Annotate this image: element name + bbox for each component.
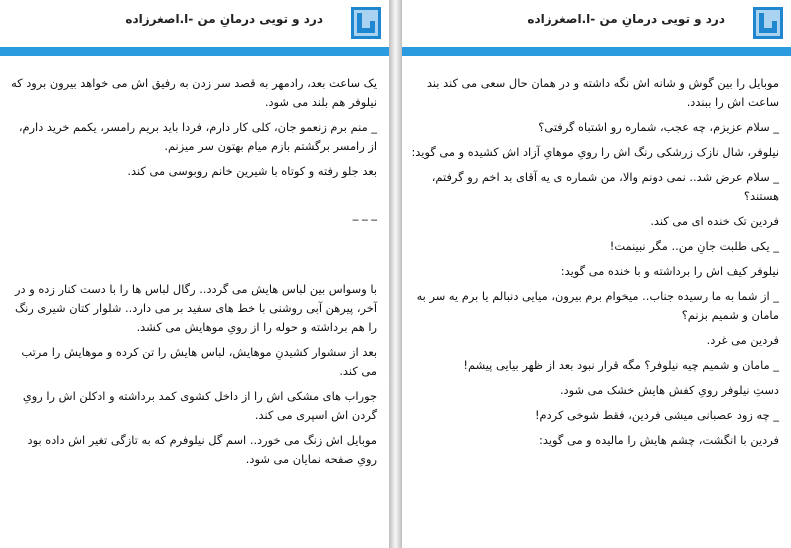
paragraph: _ مامان و شمیم چیه نیلوفر؟ مگه قرار نبود بعد از ظهر بیایی پیشم! bbox=[463, 358, 779, 372]
document-page-right bbox=[402, 0, 791, 548]
paragraph: بعد از سشوار کشیدنِ موهایش، لباس هایش را تن کرده و موهایش را مرتب می کند. bbox=[21, 345, 377, 378]
paragraph: نیلوفر کیف اش را برداشته و با خنده می گوید: bbox=[560, 264, 779, 278]
document-page-left bbox=[0, 0, 389, 548]
page-header-title: درد و تویی درمانِ من -ا.اصغرزاده bbox=[527, 12, 725, 26]
paragraph: یک ساعت بعد، رادمهر به قصد سر زدن به رفیق اش می خواهد بیرون برود که نیلوفر هم بلند می شود. bbox=[11, 76, 377, 109]
page-text bbox=[410, 74, 779, 456]
section-separator: _ _ _ bbox=[352, 207, 377, 221]
paragraph: فردین می غرد. bbox=[706, 333, 779, 347]
page-text bbox=[8, 74, 377, 475]
paragraph: موبایل اش زنگ می خورد.. اسم گل نیلوفرم که به تازگی تغیر اش داده بود رویِ صفحه نمایان می شود. bbox=[27, 433, 377, 466]
paragraph: با وسواس بین لباس هایش می گردد.. رگال لباس ها را با دست کنار زده و در آخر، پیرهن آبی روشنی با خط های سفید بر می دارد.. شلوار کتان شیری رنگ را هم برداشته و حوله را از رویِ موهایش می کشد. bbox=[14, 282, 377, 334]
paragraph: موبایل را بین گوش و شانه اش نگه داشته و در همان حال سعی می کند بند ساعت اش را ببندد. bbox=[426, 76, 779, 109]
book-logo-icon bbox=[753, 7, 783, 39]
blank-space bbox=[8, 224, 377, 280]
paragraph: _ سلام عرض شد.. نمی دونم والا، من شماره ی یه آقای بد اخم رو گرفتم، هستند؟ bbox=[431, 170, 779, 203]
paragraph: فردین با انگشت، چشم هایش را مالیده و می گوید: bbox=[539, 433, 779, 447]
paragraph: بعد جلو رفته و کوتاه با شیرین خانم روبوسی می کند. bbox=[127, 164, 377, 178]
paragraph: _ چه زود عصبانی میشی فردین، فقط شوخی کردم! bbox=[534, 408, 779, 422]
paragraph: _ سلام عزیزم، چه عجب، شماره رو اشتباه گرفتی؟ bbox=[538, 120, 779, 134]
book-logo-icon bbox=[351, 7, 381, 39]
paragraph: _ یکی طلبت جانِ من.. مگر نبینمت! bbox=[609, 239, 779, 253]
paragraph: دستِ نیلوفر رویِ کفش هایش خشک می شود. bbox=[559, 383, 779, 397]
page-header bbox=[402, 0, 791, 46]
paragraph: جوراب های مشکی اش را از داخل کشوی کمد برداشته و ادکلن اش را رویِ گردن اش اسپری می کند. bbox=[22, 389, 377, 422]
paragraph: نیلوفر، شال نازک زرشکی رنگ اش را رویِ موهایِ آزاد اش کشیده و می گوید: bbox=[411, 145, 779, 159]
page-gutter bbox=[389, 0, 402, 548]
paragraph: فردین تک خنده ای می کند. bbox=[650, 214, 779, 228]
header-accent-bar bbox=[402, 47, 791, 56]
header-accent-bar bbox=[0, 47, 389, 56]
paragraph: _ از شما به ما رسیده جناب.. میخوام برم بیرون، میایی دنبالم یا برم یه سر به مامان و شمیم بزنم؟ bbox=[416, 289, 779, 322]
page-header-title: درد و تویی درمانِ من -ا.اصغرزاده bbox=[125, 12, 323, 26]
page-header bbox=[0, 0, 389, 46]
paragraph: _ منم برم زنعمو جان، کلی کار دارم، فردا باید بریم رامسر، یکمم خرید دارم، از رامسر برگشتم بازم میام بهتون سر میزنم. bbox=[18, 120, 377, 153]
